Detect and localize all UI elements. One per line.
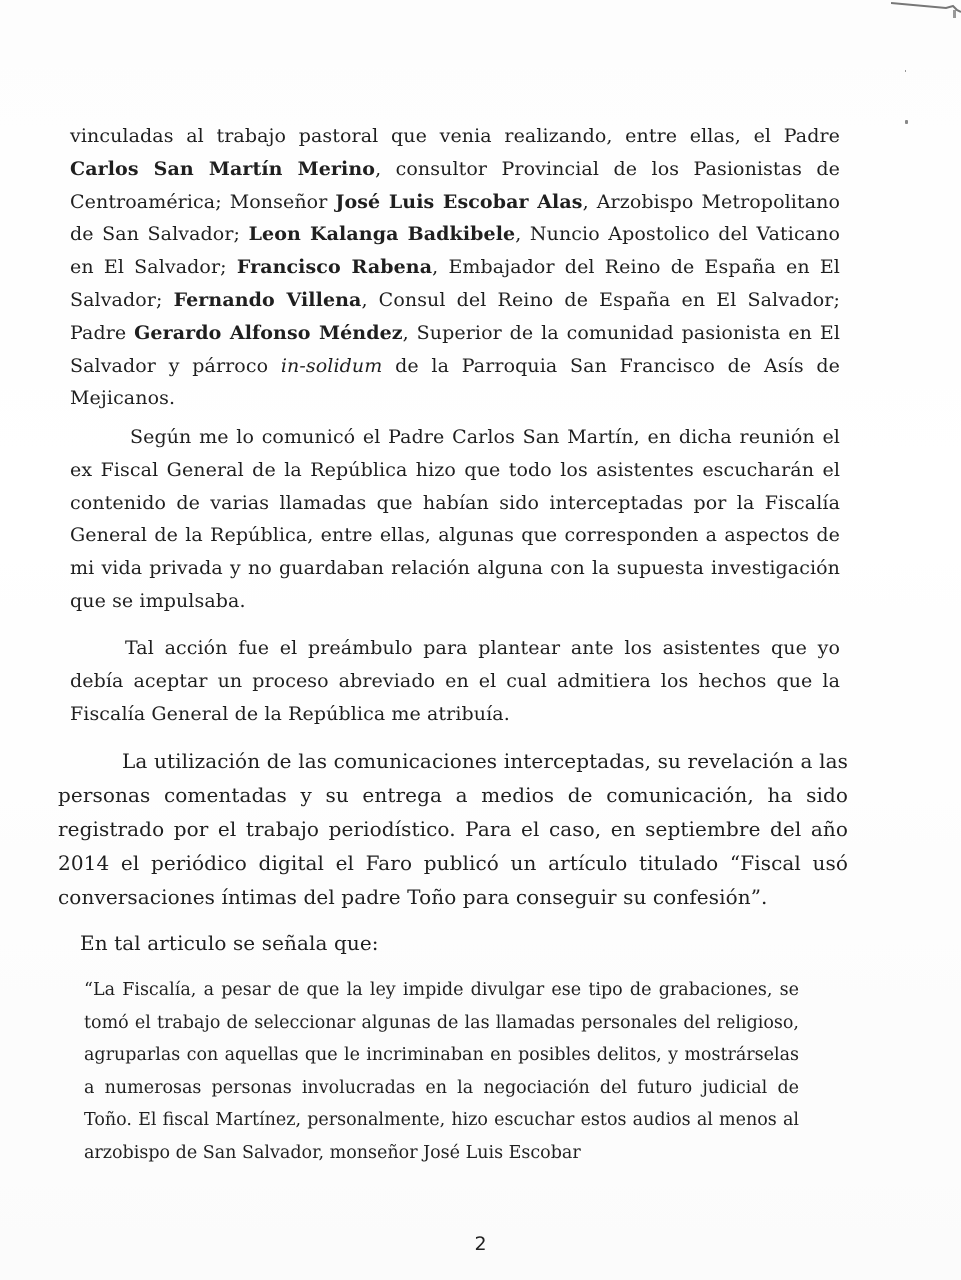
page-number: 2 [474,1233,487,1255]
italic-term: in-solidum [280,354,383,377]
text-run: , Arzobispo Metropolitano de San Salvador; [70,190,841,246]
bold-name: Leon Kalanga Badkibele [248,223,516,246]
text-run: , Embajador del Reino de España en El Salvador; [70,256,840,311]
text-run: , Consul del Reino de España en El Salvador; Padre [70,288,840,344]
text-run: de la Parroquia San Francisco de Asís de Mejicanos. [70,354,841,410]
paragraph-1 [70,120,840,415]
paragraph-3: Tal acción fue el preámbulo para plantear ante los asistentes que yo debía aceptar un proceso abreviado en el cual admitiera los hechos que la Fiscalía General de la República me atribuía. [70,637,840,725]
text-run: , Nuncio Apostolico del Vaticano en El Salvador; [70,223,840,279]
scan-speck [905,70,906,72]
paragraph-4: La utilización de las comunicaciones interceptadas, su revelación a las personas comentadas y su entrega a medios de comunicación, ha sido registrado por el trabajo periodístico. Para el caso, en septiembre del año 2014 el periódico digital el Faro publicó un artículo titulado “Fiscal usó conversaciones íntimas del padre Toño para conseguir su confesión”. [58,749,848,909]
text-run: , Superior de la comunidad pasionista en El Salvador y párroco [70,321,840,377]
scan-corner-mark [891,0,961,20]
paragraph-5: En tal articulo se señala que: [80,931,379,955]
bold-name: José Luis Escobar Alas [335,190,583,213]
bold-name: Carlos San Martín Merino [70,157,376,180]
scan-speck [905,120,908,124]
text-run: , consultor Provincial de los Pasionistas de Centroamérica; Monseñor [70,157,840,213]
quoted-excerpt: “La Fiscalía, a pesar de que la ley impide divulgar ese tipo de grabaciones, se tomó el trabajo de seleccionar algunas de las llamadas personales del religioso, agruparlas con aquellas que le incriminaban en posibles delitos, y mostrárselas a numerosas personas involucradas en la negociación del futuro judicial de Toño. El fiscal Martínez, personalmente, hizo escuchar estos audios al menos al arzobispo de San Salvador, monseñor José Luis Escobar [84,980,799,1163]
bold-name: Francisco Rabena [236,256,433,279]
bold-name: Fernando Villena [173,288,362,311]
text-run: vinculadas al trabajo pastoral que venia realizando, entre ellas, el Padre [70,125,840,147]
bold-name: Gerardo Alfonso Méndez [134,321,403,344]
paragraph-2: Según me lo comunicó el Padre Carlos San Martín, en dicha reunión el ex Fiscal General de la República hizo que todo los asistentes escucharán el contenido de varias llamadas que habían sido interceptadas por la Fiscalía General de la República, entre ellas, algunas que corresponden a aspectos de mi vida privada y no guardaban relación alguna con la supuesta investigación que se impulsaba. [70,426,840,612]
